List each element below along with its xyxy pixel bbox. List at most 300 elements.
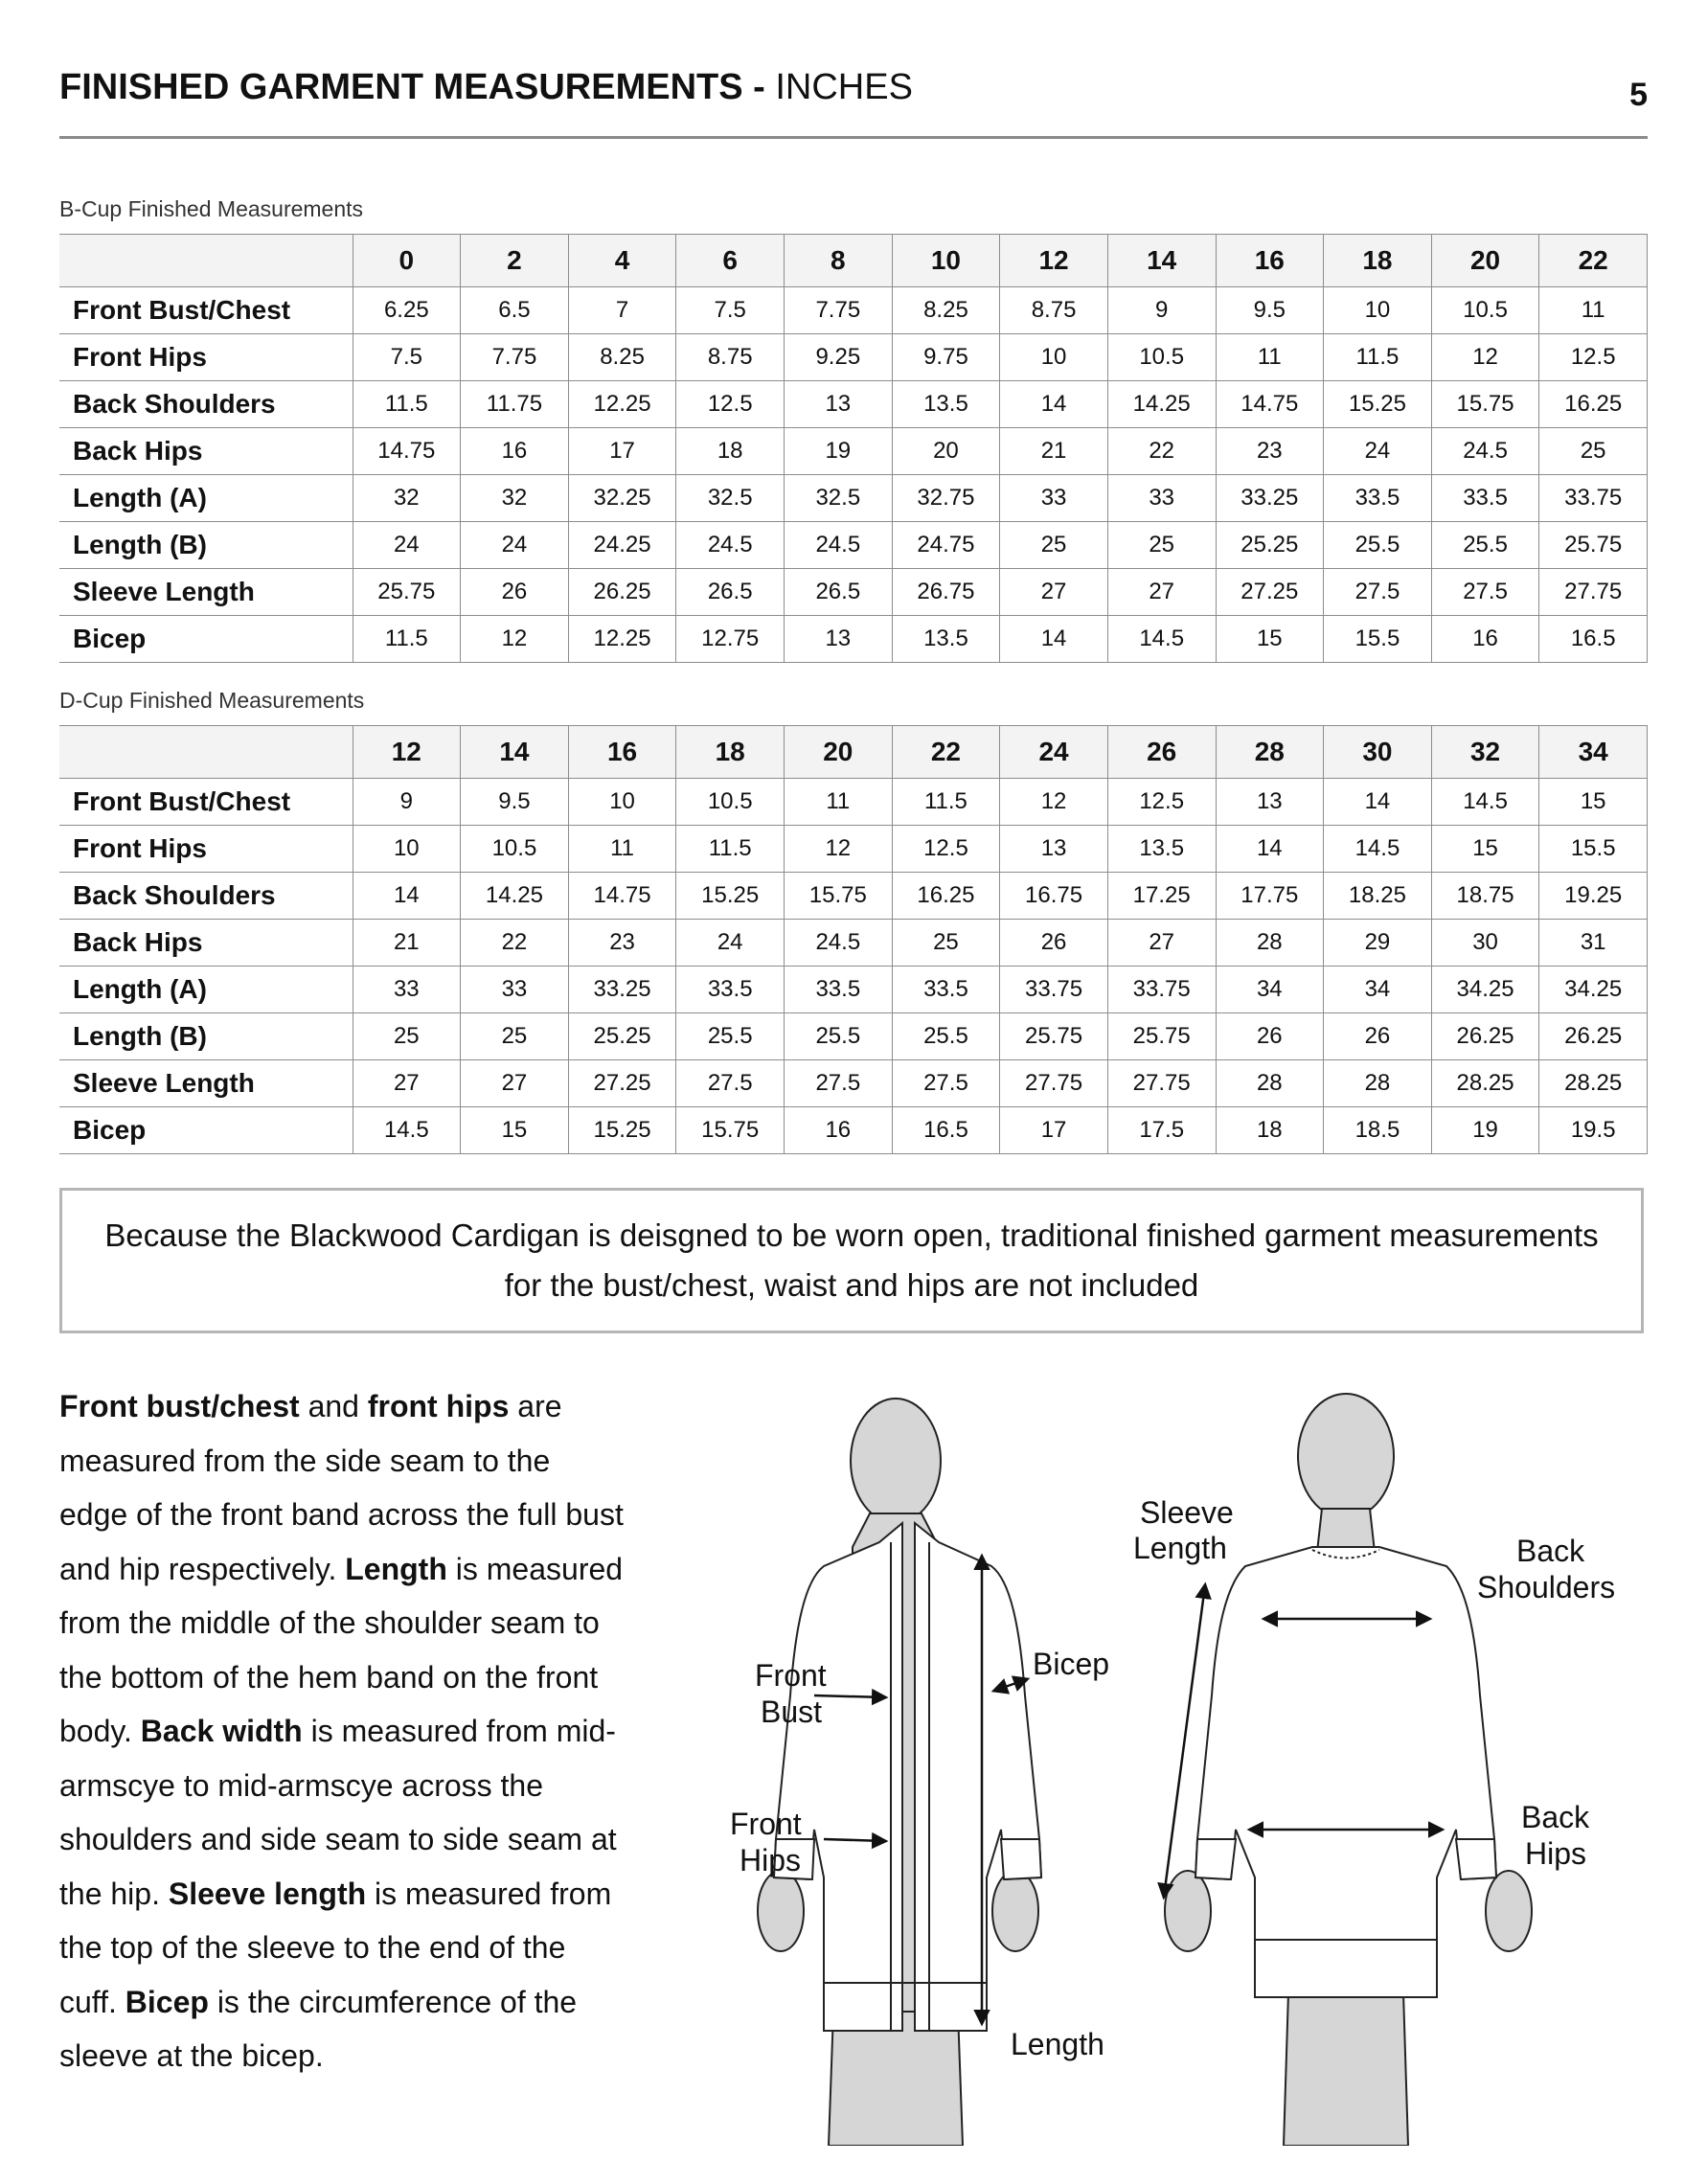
desc-bold: Sleeve length: [168, 1876, 367, 1911]
desc-text: and: [299, 1389, 368, 1423]
table-row: [59, 920, 1648, 967]
measurement-cell: 34.25: [1539, 967, 1648, 1013]
measurement-cell: 7.5: [353, 334, 461, 381]
measurement-cell: 33: [461, 967, 569, 1013]
row-label: Bicep: [59, 616, 353, 663]
measurement-cell: 26: [1216, 1013, 1324, 1060]
measurement-cell: 33: [1107, 475, 1216, 522]
size-header: 22: [892, 726, 1000, 779]
front-hand-left: [758, 1871, 804, 1951]
b-cup-table: [59, 234, 1648, 663]
measurement-cell: 8.75: [676, 334, 785, 381]
measurement-cell: 12.25: [568, 381, 676, 428]
measurement-cell: 11.5: [676, 826, 785, 873]
measurement-cell: 22: [1107, 428, 1216, 475]
label-back-hips-2: Hips: [1525, 1836, 1587, 1871]
measurement-cell: 27.75: [1539, 569, 1648, 616]
row-label: Sleeve Length: [59, 569, 353, 616]
table-row: [59, 1107, 1648, 1154]
measurement-cell: 12: [461, 616, 569, 663]
title-unit: INCHES: [775, 67, 913, 107]
note-box: [59, 1188, 1644, 1333]
measurement-cell: 34: [1216, 967, 1324, 1013]
desc-bold: Bicep: [125, 1984, 209, 2019]
size-header: 16: [568, 726, 676, 779]
measurement-cell: 11.5: [1324, 334, 1432, 381]
table-row: [59, 475, 1648, 522]
label-front-hips-1: Front: [730, 1807, 802, 1841]
size-header: 2: [461, 235, 569, 287]
row-label: Front Bust/Chest: [59, 779, 353, 826]
measurement-cell: 17: [568, 428, 676, 475]
measurement-cell: 33.25: [568, 967, 676, 1013]
measurement-cell: 27.5: [676, 1060, 785, 1107]
measurement-cell: 29: [1324, 920, 1432, 967]
measurement-cell: 16.25: [1539, 381, 1648, 428]
size-header: 28: [1216, 726, 1324, 779]
row-label: Length (B): [59, 1013, 353, 1060]
measurement-cell: 33.75: [1539, 475, 1648, 522]
measurement-cell: 14.25: [1107, 381, 1216, 428]
row-label: Back Shoulders: [59, 381, 353, 428]
measurement-cell: 26.25: [1431, 1013, 1539, 1060]
measurement-cell: 11: [785, 779, 893, 826]
measurement-cell: 23: [568, 920, 676, 967]
measurement-cell: 9.5: [461, 779, 569, 826]
front-figure: [758, 1399, 1041, 2146]
measurement-cell: 25.75: [1539, 522, 1648, 569]
note-text: Because the Blackwood Cardigan is deisgned to be worn open, traditional finished garment measurements for the bust/chest, waist and hips are not included: [104, 1217, 1599, 1303]
row-label: Length (B): [59, 522, 353, 569]
measurement-cell: 12: [1431, 334, 1539, 381]
measurement-cell: 13: [785, 381, 893, 428]
measurement-cell: 30: [1431, 920, 1539, 967]
measurement-cell: 27.75: [1107, 1060, 1216, 1107]
measurement-cell: 14: [1216, 826, 1324, 873]
measurement-cell: 18.5: [1324, 1107, 1432, 1154]
measurement-cell: 16.5: [1539, 616, 1648, 663]
measurement-cell: 14.5: [353, 1107, 461, 1154]
row-label: Sleeve Length: [59, 1060, 353, 1107]
measurement-cell: 16: [1431, 616, 1539, 663]
measurement-cell: 14: [353, 873, 461, 920]
measurement-cell: 33.5: [676, 967, 785, 1013]
measurement-cell: 25.75: [1000, 1013, 1108, 1060]
measurement-cell: 25: [461, 1013, 569, 1060]
back-hand-right: [1486, 1871, 1532, 1951]
measurement-cell: 25.75: [353, 569, 461, 616]
table-row: [59, 569, 1648, 616]
measurement-cell: 22: [461, 920, 569, 967]
cardigan-left-panel: [774, 1523, 902, 2031]
label-front-bust-2: Bust: [761, 1695, 823, 1729]
measurement-cell: 14.5: [1324, 826, 1432, 873]
measurement-cell: 14: [1324, 779, 1432, 826]
measurement-cell: 32.5: [676, 475, 785, 522]
measurement-cell: 12.25: [568, 616, 676, 663]
page-title: [59, 67, 913, 108]
measurement-cell: 17.25: [1107, 873, 1216, 920]
measurement-cell: 27.5: [1431, 569, 1539, 616]
measurement-cell: 28.25: [1539, 1060, 1648, 1107]
row-label: Length (A): [59, 967, 353, 1013]
measurement-cell: 24: [461, 522, 569, 569]
desc-bold: Front bust/chest: [59, 1389, 300, 1423]
table-row: [59, 381, 1648, 428]
measurement-cell: 26.75: [892, 569, 1000, 616]
measurement-cell: 25.5: [785, 1013, 893, 1060]
measurement-cell: 25: [1107, 522, 1216, 569]
measurement-cell: 32.75: [892, 475, 1000, 522]
size-header: 20: [785, 726, 893, 779]
table-row: [59, 522, 1648, 569]
measurement-cell: 24: [676, 920, 785, 967]
measurement-cell: 23: [1216, 428, 1324, 475]
front-cuff-right: [1001, 1839, 1041, 1879]
measurement-cell: 34: [1324, 967, 1432, 1013]
size-header: 20: [1431, 235, 1539, 287]
measurement-cell: 33.75: [1000, 967, 1108, 1013]
measurement-cell: 14.75: [1216, 381, 1324, 428]
size-header: 22: [1539, 235, 1648, 287]
size-header: 26: [1107, 726, 1216, 779]
measurement-cell: 10.5: [1431, 287, 1539, 334]
desc-text: is measured from mid-armscye to mid-armscye across the shoulders and side seam to side seam at the hip.: [59, 1714, 617, 1911]
desc-bold: Back width: [140, 1714, 303, 1748]
measurement-cell: 7.75: [461, 334, 569, 381]
measurement-cell: 10: [353, 826, 461, 873]
measurement-cell: 15.5: [1324, 616, 1432, 663]
label-sleeve-length-2: Length: [1133, 1531, 1227, 1565]
measurement-cell: 27.5: [892, 1060, 1000, 1107]
measurement-cell: 33.5: [892, 967, 1000, 1013]
measurement-cell: 27: [461, 1060, 569, 1107]
measurement-cell: 20: [892, 428, 1000, 475]
measurement-cell: 28: [1216, 920, 1324, 967]
measurement-cell: 14.75: [568, 873, 676, 920]
measurement-cell: 11: [1216, 334, 1324, 381]
desc-text: is measured from the top of the sleeve to the end of the cuff.: [59, 1876, 612, 2019]
back-legs: [1284, 1992, 1408, 2146]
measurement-cell: 12.5: [1539, 334, 1648, 381]
measurement-cell: 27.5: [1324, 569, 1432, 616]
measurement-cell: 15.75: [676, 1107, 785, 1154]
measurement-cell: 8.25: [568, 334, 676, 381]
size-header: 14: [461, 726, 569, 779]
measurement-cell: 27: [1000, 569, 1108, 616]
row-label: Front Bust/Chest: [59, 287, 353, 334]
size-header: 18: [1324, 235, 1432, 287]
measurement-cell: 33.75: [1107, 967, 1216, 1013]
measurement-cell: 7: [568, 287, 676, 334]
measurement-cell: 13: [785, 616, 893, 663]
measurement-cell: 7.5: [676, 287, 785, 334]
measurement-cell: 32.5: [785, 475, 893, 522]
page-number: 5: [1629, 77, 1648, 113]
table-row: [59, 779, 1648, 826]
size-header: 0: [353, 235, 461, 287]
row-label: Back Shoulders: [59, 873, 353, 920]
measurement-cell: 12: [785, 826, 893, 873]
measurement-cell: 27: [353, 1060, 461, 1107]
d-cup-caption: D-Cup Finished Measurements: [59, 688, 365, 713]
garment-illustration: [651, 1379, 1648, 2146]
measurement-cell: 25.75: [1107, 1013, 1216, 1060]
size-header: 14: [1107, 235, 1216, 287]
measurement-cell: 16.75: [1000, 873, 1108, 920]
measurement-cell: 6.5: [461, 287, 569, 334]
back-cuff-right: [1456, 1839, 1496, 1879]
measurement-cell: 26.25: [1539, 1013, 1648, 1060]
measurement-cell: 15.25: [1324, 381, 1432, 428]
measurement-cell: 10.5: [676, 779, 785, 826]
table-row: [59, 428, 1648, 475]
size-header: 12: [1000, 235, 1108, 287]
measurement-cell: 32: [353, 475, 461, 522]
measurement-cell: 16: [785, 1107, 893, 1154]
desc-text: is measured from the middle of the shoulder seam to the bottom of the hem band on the front body.: [59, 1551, 624, 1748]
measurement-cell: 27.25: [1216, 569, 1324, 616]
measurement-cell: 27.25: [568, 1060, 676, 1107]
measurement-cell: 15: [461, 1107, 569, 1154]
size-header: 18: [676, 726, 785, 779]
measurement-cell: 26.5: [785, 569, 893, 616]
measurement-cell: 11.5: [353, 616, 461, 663]
measurement-cell: 10: [1000, 334, 1108, 381]
size-header: 10: [892, 235, 1000, 287]
measurement-cell: 25.25: [1216, 522, 1324, 569]
back-cuff-left: [1195, 1839, 1236, 1879]
back-body: [1195, 1547, 1496, 1997]
measurement-cell: 24.5: [785, 522, 893, 569]
measurement-cell: 11.5: [353, 381, 461, 428]
measurement-cell: 16: [461, 428, 569, 475]
row-label: Bicep: [59, 1107, 353, 1154]
measurement-cell: 13.5: [1107, 826, 1216, 873]
measurement-cell: 27: [1107, 569, 1216, 616]
size-header: 8: [785, 235, 893, 287]
measurement-cell: 11.75: [461, 381, 569, 428]
cardigan-right-panel: [915, 1523, 1041, 2031]
measurement-cell: 12: [1000, 779, 1108, 826]
measurement-cell: 15: [1539, 779, 1648, 826]
measurement-cell: 10.5: [461, 826, 569, 873]
row-label: Front Hips: [59, 334, 353, 381]
measurement-cell: 13.5: [892, 616, 1000, 663]
size-header: 32: [1431, 726, 1539, 779]
desc-text: is the circumference of the sleeve at the bicep.: [59, 1984, 578, 2073]
size-header: 6: [676, 235, 785, 287]
measurement-cell: 6.25: [353, 287, 461, 334]
measurement-cell: 28: [1216, 1060, 1324, 1107]
measurement-cell: 25: [1539, 428, 1648, 475]
measurement-cell: 9.75: [892, 334, 1000, 381]
b-cup-caption: B-Cup Finished Measurements: [59, 196, 364, 221]
measurement-cell: 14.75: [353, 428, 461, 475]
measurement-cell: 25.5: [892, 1013, 1000, 1060]
label-back-hips-1: Back: [1521, 1800, 1590, 1834]
measurement-cell: 26.25: [568, 569, 676, 616]
measurement-cell: 9.5: [1216, 287, 1324, 334]
measurement-cell: 24: [1324, 428, 1432, 475]
measurement-cell: 19: [1431, 1107, 1539, 1154]
measurement-cell: 15: [1431, 826, 1539, 873]
back-head: [1298, 1394, 1394, 1518]
measurement-cell: 33.25: [1216, 475, 1324, 522]
measurement-cell: 12.5: [1107, 779, 1216, 826]
measurement-cell: 25.5: [1324, 522, 1432, 569]
table-row: [59, 1060, 1648, 1107]
measurement-cell: 18: [676, 428, 785, 475]
measurement-cell: 26: [461, 569, 569, 616]
page-header: [59, 59, 1648, 139]
front-head: [851, 1399, 941, 1523]
measurement-cell: 27.5: [785, 1060, 893, 1107]
size-header: 30: [1324, 726, 1432, 779]
size-header-row: [59, 726, 1648, 779]
size-header: 4: [568, 235, 676, 287]
measurement-cell: 12.75: [676, 616, 785, 663]
measurement-cell: 24.25: [568, 522, 676, 569]
measurement-cell: 9: [1107, 287, 1216, 334]
measurement-cell: 19.25: [1539, 873, 1648, 920]
measurement-cell: 15.75: [785, 873, 893, 920]
measurement-cell: 13: [1216, 779, 1324, 826]
table-row: [59, 967, 1648, 1013]
measurement-cell: 15.5: [1539, 826, 1648, 873]
measurement-cell: 13: [1000, 826, 1108, 873]
measurement-cell: 27.75: [1000, 1060, 1108, 1107]
desc-bold: front hips: [367, 1389, 510, 1423]
measurement-cell: 33: [353, 967, 461, 1013]
measurement-cell: 25.25: [568, 1013, 676, 1060]
table-row: [59, 873, 1648, 920]
desc-bold: Length: [345, 1551, 447, 1586]
measurement-cell: 10.5: [1107, 334, 1216, 381]
measurement-cell: 24.5: [676, 522, 785, 569]
measurement-cell: 13.5: [892, 381, 1000, 428]
size-header: 24: [1000, 726, 1108, 779]
desc-text: are measured from the side seam to the edge of the front band across the full bust and hip respectively.: [59, 1389, 624, 1586]
measurement-cell: 14.5: [1107, 616, 1216, 663]
measurement-cell: 15.75: [1431, 381, 1539, 428]
table-row: [59, 1013, 1648, 1060]
measurement-cell: 24.5: [785, 920, 893, 967]
measurement-cell: 9: [353, 779, 461, 826]
measurement-cell: 14: [1000, 616, 1108, 663]
measurement-cell: 24: [353, 522, 461, 569]
row-label: Back Hips: [59, 428, 353, 475]
row-label: Back Hips: [59, 920, 353, 967]
measurement-cell: 26.5: [676, 569, 785, 616]
measurement-cell: 12.5: [676, 381, 785, 428]
measurement-cell: 18.25: [1324, 873, 1432, 920]
measurement-cell: 11: [1539, 287, 1648, 334]
measurement-cell: 15.25: [568, 1107, 676, 1154]
front-hand-right: [992, 1871, 1038, 1951]
measurement-cell: 14.25: [461, 873, 569, 920]
measurement-cell: 25.5: [676, 1013, 785, 1060]
measurement-cell: 31: [1539, 920, 1648, 967]
size-header: 12: [353, 726, 461, 779]
measurement-cell: 32.25: [568, 475, 676, 522]
measurement-cell: 11.5: [892, 779, 1000, 826]
measurement-cell: 25: [1000, 522, 1108, 569]
measurement-cell: 33.5: [1324, 475, 1432, 522]
measurement-cell: 25: [892, 920, 1000, 967]
title-bold: FINISHED GARMENT MEASUREMENTS -: [59, 67, 765, 107]
measurement-cell: 8.75: [1000, 287, 1108, 334]
measurement-cell: 7.75: [785, 287, 893, 334]
row-label: Length (A): [59, 475, 353, 522]
header-corner: [59, 726, 353, 779]
measurement-cell: 25.5: [1431, 522, 1539, 569]
measurement-cell: 14.5: [1431, 779, 1539, 826]
size-header: 16: [1216, 235, 1324, 287]
table-row: [59, 826, 1648, 873]
measurement-cell: 25: [353, 1013, 461, 1060]
measurement-cell: 33.5: [1431, 475, 1539, 522]
label-sleeve-length-1: Sleeve: [1140, 1495, 1234, 1530]
measurement-description: [59, 1379, 625, 2083]
measurement-cell: 11: [568, 826, 676, 873]
measurement-cell: 33.5: [785, 967, 893, 1013]
table-row: [59, 287, 1648, 334]
label-back-shoulders-1: Back: [1516, 1534, 1585, 1568]
measurement-cell: 24.5: [1431, 428, 1539, 475]
measurement-cell: 26: [1324, 1013, 1432, 1060]
size-header-row: [59, 235, 1648, 287]
label-length: Length: [1011, 2027, 1104, 2061]
d-cup-table: [59, 725, 1648, 1154]
measurement-cell: 27: [1107, 920, 1216, 967]
measurement-cell: 24.75: [892, 522, 1000, 569]
measurement-cell: 17.5: [1107, 1107, 1216, 1154]
measurement-cell: 21: [1000, 428, 1108, 475]
measurement-cell: 21: [353, 920, 461, 967]
header-corner: [59, 235, 353, 287]
label-back-shoulders-2: Shoulders: [1477, 1570, 1616, 1604]
measurement-cell: 8.25: [892, 287, 1000, 334]
measurement-cell: 34.25: [1431, 967, 1539, 1013]
row-label: Front Hips: [59, 826, 353, 873]
measurement-cell: 16.25: [892, 873, 1000, 920]
back-neck: [1317, 1509, 1375, 1552]
label-front-hips-2: Hips: [740, 1843, 802, 1877]
measurement-cell: 28.25: [1431, 1060, 1539, 1107]
measurement-cell: 14: [1000, 381, 1108, 428]
table-row: [59, 334, 1648, 381]
measurement-cell: 26: [1000, 920, 1108, 967]
measurement-cell: 19: [785, 428, 893, 475]
measurement-cell: 16.5: [892, 1107, 1000, 1154]
measurement-cell: 10: [1324, 287, 1432, 334]
measurement-cell: 12.5: [892, 826, 1000, 873]
table-row: [59, 616, 1648, 663]
back-hand-left: [1165, 1871, 1211, 1951]
measurement-cell: 15: [1216, 616, 1324, 663]
measurement-cell: 32: [461, 475, 569, 522]
measurement-cell: 28: [1324, 1060, 1432, 1107]
measurement-cell: 9.25: [785, 334, 893, 381]
measurement-cell: 18: [1216, 1107, 1324, 1154]
label-front-bust-1: Front: [755, 1658, 827, 1693]
label-bicep: Bicep: [1033, 1647, 1110, 1681]
measurement-cell: 10: [568, 779, 676, 826]
measurement-cell: 33: [1000, 475, 1108, 522]
measurement-cell: 18.75: [1431, 873, 1539, 920]
measurement-cell: 15.25: [676, 873, 785, 920]
